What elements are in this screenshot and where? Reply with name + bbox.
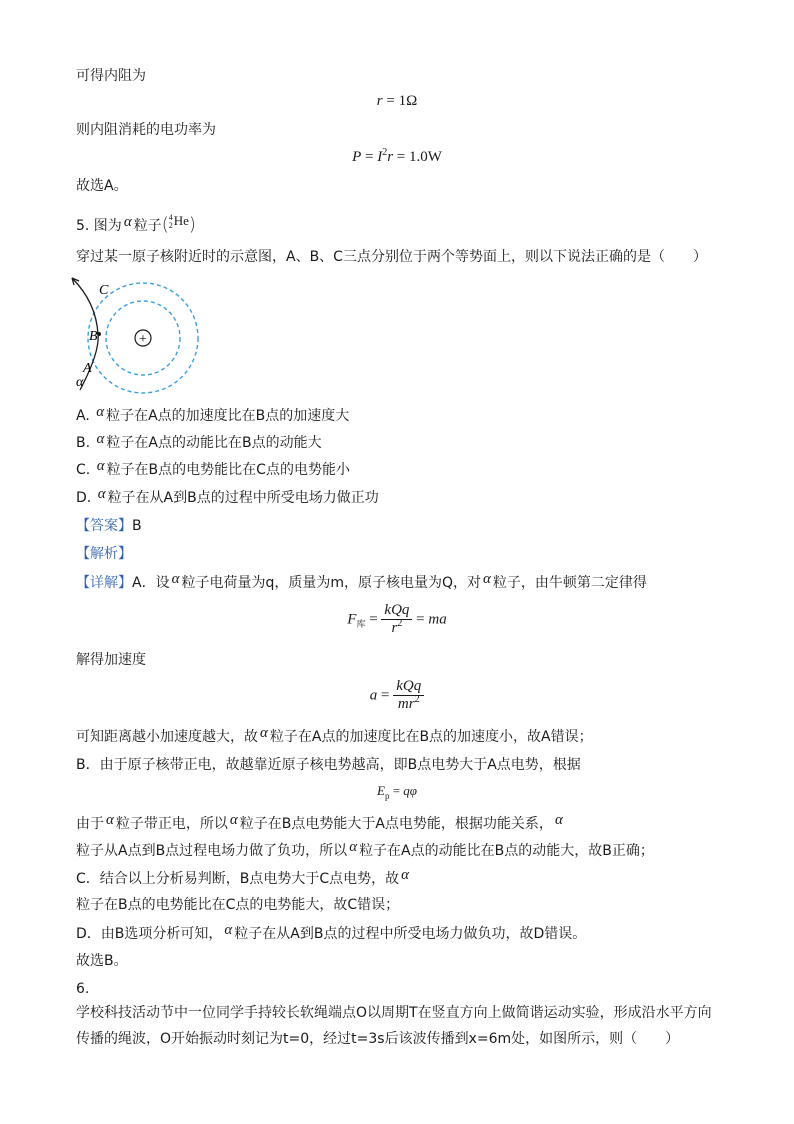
label-C: C (99, 283, 109, 298)
question-5-title: 5. 图为 α 粒子(4 2He) (76, 213, 196, 235)
text-line: 故选B。 (76, 953, 128, 969)
detail-d-line: D．由B选项分析可知， α 粒子在从A到B点的过程中所受电场力做负功，故D错误。 (76, 922, 587, 942)
text-line: 则内阻消耗的电功率为 (76, 122, 216, 138)
analysis-tag: 【解析】 (76, 546, 132, 562)
answer-line: 【答案】B (76, 518, 142, 534)
detail-a-conclusion: 可知距离越小加速度越大，故 α 粒子在A点的加速度比在B点的加速度小，故A错误； (76, 725, 593, 745)
label-B: B (89, 329, 98, 344)
question-5-stem: 穿过某一原子核附近时的示意图，A、B、C三点分别位于两个等势面上，则以下说法正确的是（ ） (76, 249, 707, 265)
option-a: A. α 粒子在A点的加速度比在B点的加速度大 (76, 404, 350, 424)
detail-b-line-1: B．由于原子核带正电，故越靠近原子核电势越高，即B点电势大于A点电势，根据 (76, 757, 581, 773)
equation-internal-resistance: r = 1Ω (376, 93, 418, 109)
detail-b-line-3: 粒子从A点到B点过程电场力做了负功，所以 α 粒子在A点的动能比在B点的动能大，故B正确； (76, 839, 654, 859)
option-b: B. α 粒子在A点的动能比在B点的动能大 (76, 431, 322, 451)
detail-c-line-1: C．结合以上分析易判断，B点电势大于C点电势，故 α (76, 867, 410, 887)
alpha-particle-diagram (70, 272, 210, 396)
text-line: 可得内阻为 (76, 68, 146, 84)
equation-acceleration: a = $\frac{\text{kQq}}{mr^2}$ (0, 678, 794, 714)
label-A: A (83, 361, 92, 376)
question-6-line-1: 学校科技活动节中一位同学手持较长软绳端点O以周期T在竖直方向上做简谐运动实验，形成沿水平方向 (76, 1005, 712, 1021)
option-d: D. α 粒子在从A到B点的过程中所受电场力做正功 (76, 486, 379, 506)
text-line: 故选A。 (76, 178, 128, 194)
option-c: C. α 粒子在B点的电势能比在C点的电势能小 (76, 458, 350, 478)
point-B-dot (97, 332, 101, 336)
question-6-number: 6. (76, 981, 90, 997)
equation-power: $P = I^2r = 1.0W$ (352, 147, 442, 165)
label-alpha: α (76, 375, 84, 390)
detail-b-line-2: 由于 α 粒子带正电，所以 α 粒子在B点电势能大于A点电势能，根据功能关系， α (76, 812, 563, 832)
helium-isotope: 4 2He (168, 213, 189, 231)
question-6-line-2: 传播的绳波，O开始振动时刻记为t=0，经过t=3s后该波传播到x=6m处，如图所示，则（ ） (76, 1031, 680, 1047)
equation-coulomb: $F_库$ = $\frac{\text{kQq}}{r^2}$ = ma (347, 602, 447, 636)
equation-potential-energy: $E_p = q\varphi$ (377, 783, 417, 801)
detail-a-line: 【详解】A．设 α 粒子电荷量为q，质量为m，原子核电量为Q，对 α 粒子，由牛顿第二定律得 (76, 571, 647, 591)
nucleus-plus: + (139, 332, 147, 347)
text-line: 解得加速度 (76, 652, 146, 668)
detail-c-line-2: 粒子在B点的电势能比在C点的电势能大，故C错误； (76, 897, 400, 913)
